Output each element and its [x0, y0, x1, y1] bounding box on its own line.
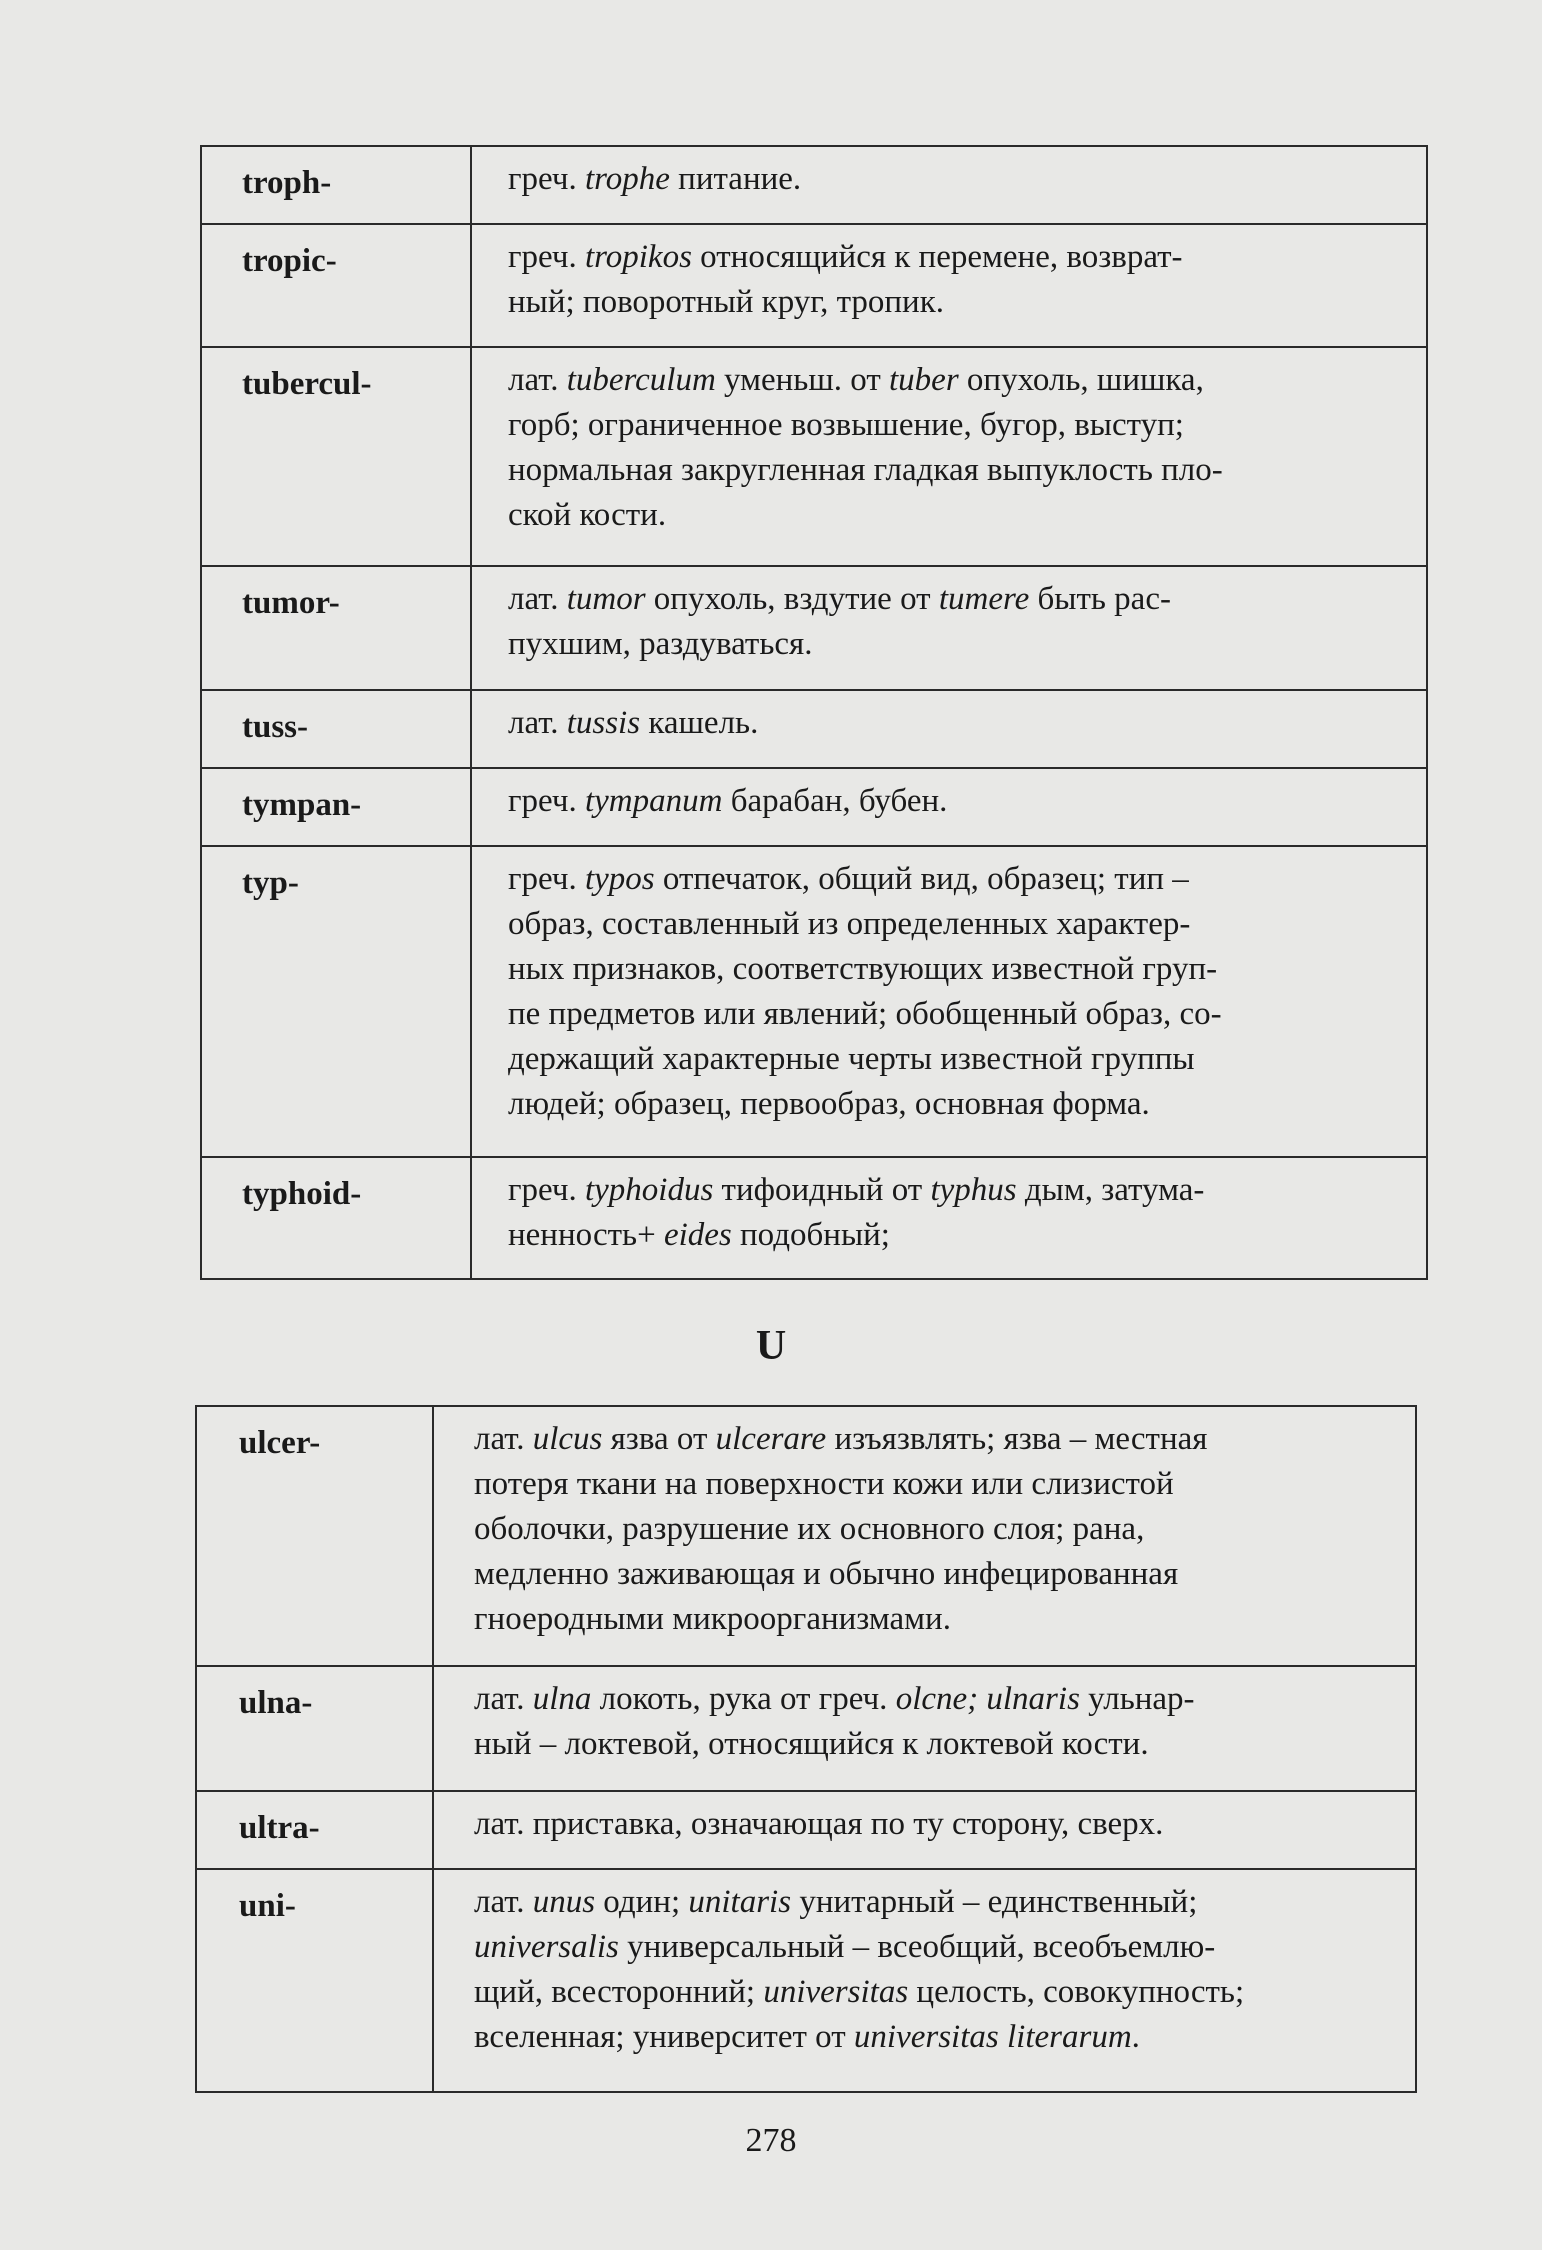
entry-definition: лат. tussis кашель.	[471, 690, 1427, 768]
entry-term: ulcer-	[196, 1406, 433, 1666]
entry-term: tuss-	[201, 690, 471, 768]
entries-table-t	[200, 145, 1428, 1280]
entry-row	[201, 224, 1427, 347]
entry-term: typhoid-	[201, 1157, 471, 1279]
entries-table-u	[195, 1405, 1417, 2093]
entry-definition: греч. tympanum барабан, бубен.	[471, 768, 1427, 846]
entry-row	[196, 1791, 1416, 1869]
entry-term: tumor-	[201, 566, 471, 690]
entry-term: ultra-	[196, 1791, 433, 1869]
entry-definition: лат. приставка, означающая по ту сторону, сверх.	[433, 1791, 1416, 1869]
entry-row	[201, 846, 1427, 1157]
entry-term: typ-	[201, 846, 471, 1157]
entry-row	[201, 1157, 1427, 1279]
entry-row	[201, 146, 1427, 224]
entry-term: tubercul-	[201, 347, 471, 566]
entry-row	[201, 347, 1427, 566]
entry-row	[201, 566, 1427, 690]
entry-row	[201, 768, 1427, 846]
entry-definition: лат. ulcus язва от ulcerare изъязвлять; язва – местная потеря ткани на поверхности кожи или слизистой оболочки, разрушение их основного слоя; рана, медленно заживающая и обычно инфецированная гноеродными микроорганизмами.	[433, 1406, 1416, 1666]
entry-definition: лат. unus один; unitaris унитарный – единственный; universalis универсальный – всеобщий, всеобъемлю- щий, всесторонний; universitas целость, совокупность; вселенная; университет от universitas literarum.	[433, 1869, 1416, 2092]
entry-definition: лат. tumor опухоль, вздутие от tumere быть рас- пухшим, раздуваться.	[471, 566, 1427, 690]
entry-definition: лат. tuberculum уменьш. от tuber опухоль, шишка, горб; ограниченное возвышение, бугор, выступ; нормальная закругленная гладкая выпуклость пло- ской кости.	[471, 347, 1427, 566]
page-number: 278	[745, 2122, 797, 2159]
entry-definition: греч. typhoidus тифоидный от typhus дым, затума- ненность+ eides подобный;	[471, 1157, 1427, 1279]
entry-definition: греч. typos отпечаток, общий вид, образец; тип – образ, составленный из определенных характер- ных признаков, соответствующих известной груп- пе предметов или явлений; обобщенный образ, со- держащий характерные черты известной группы людей; образец, первообраз, основная форма.	[471, 846, 1427, 1157]
entry-term: tropic-	[201, 224, 471, 347]
entry-definition: греч. trophe питание.	[471, 146, 1427, 224]
entry-row	[196, 1869, 1416, 2092]
entry-row	[196, 1406, 1416, 1666]
entry-term: uni-	[196, 1869, 433, 2092]
entry-term: troph-	[201, 146, 471, 224]
entry-row	[196, 1666, 1416, 1791]
entry-term: tympan-	[201, 768, 471, 846]
entry-definition: лат. ulna локоть, рука от греч. olcne; ulnaris ульнар- ный – локтевой, относящийся к локтевой кости.	[433, 1666, 1416, 1791]
section-letter: U	[755, 1323, 787, 1369]
entry-term: ulna-	[196, 1666, 433, 1791]
entry-row	[201, 690, 1427, 768]
entry-definition: греч. tropikos относящийся к перемене, возврат- ный; поворотный круг, тропик.	[471, 224, 1427, 347]
